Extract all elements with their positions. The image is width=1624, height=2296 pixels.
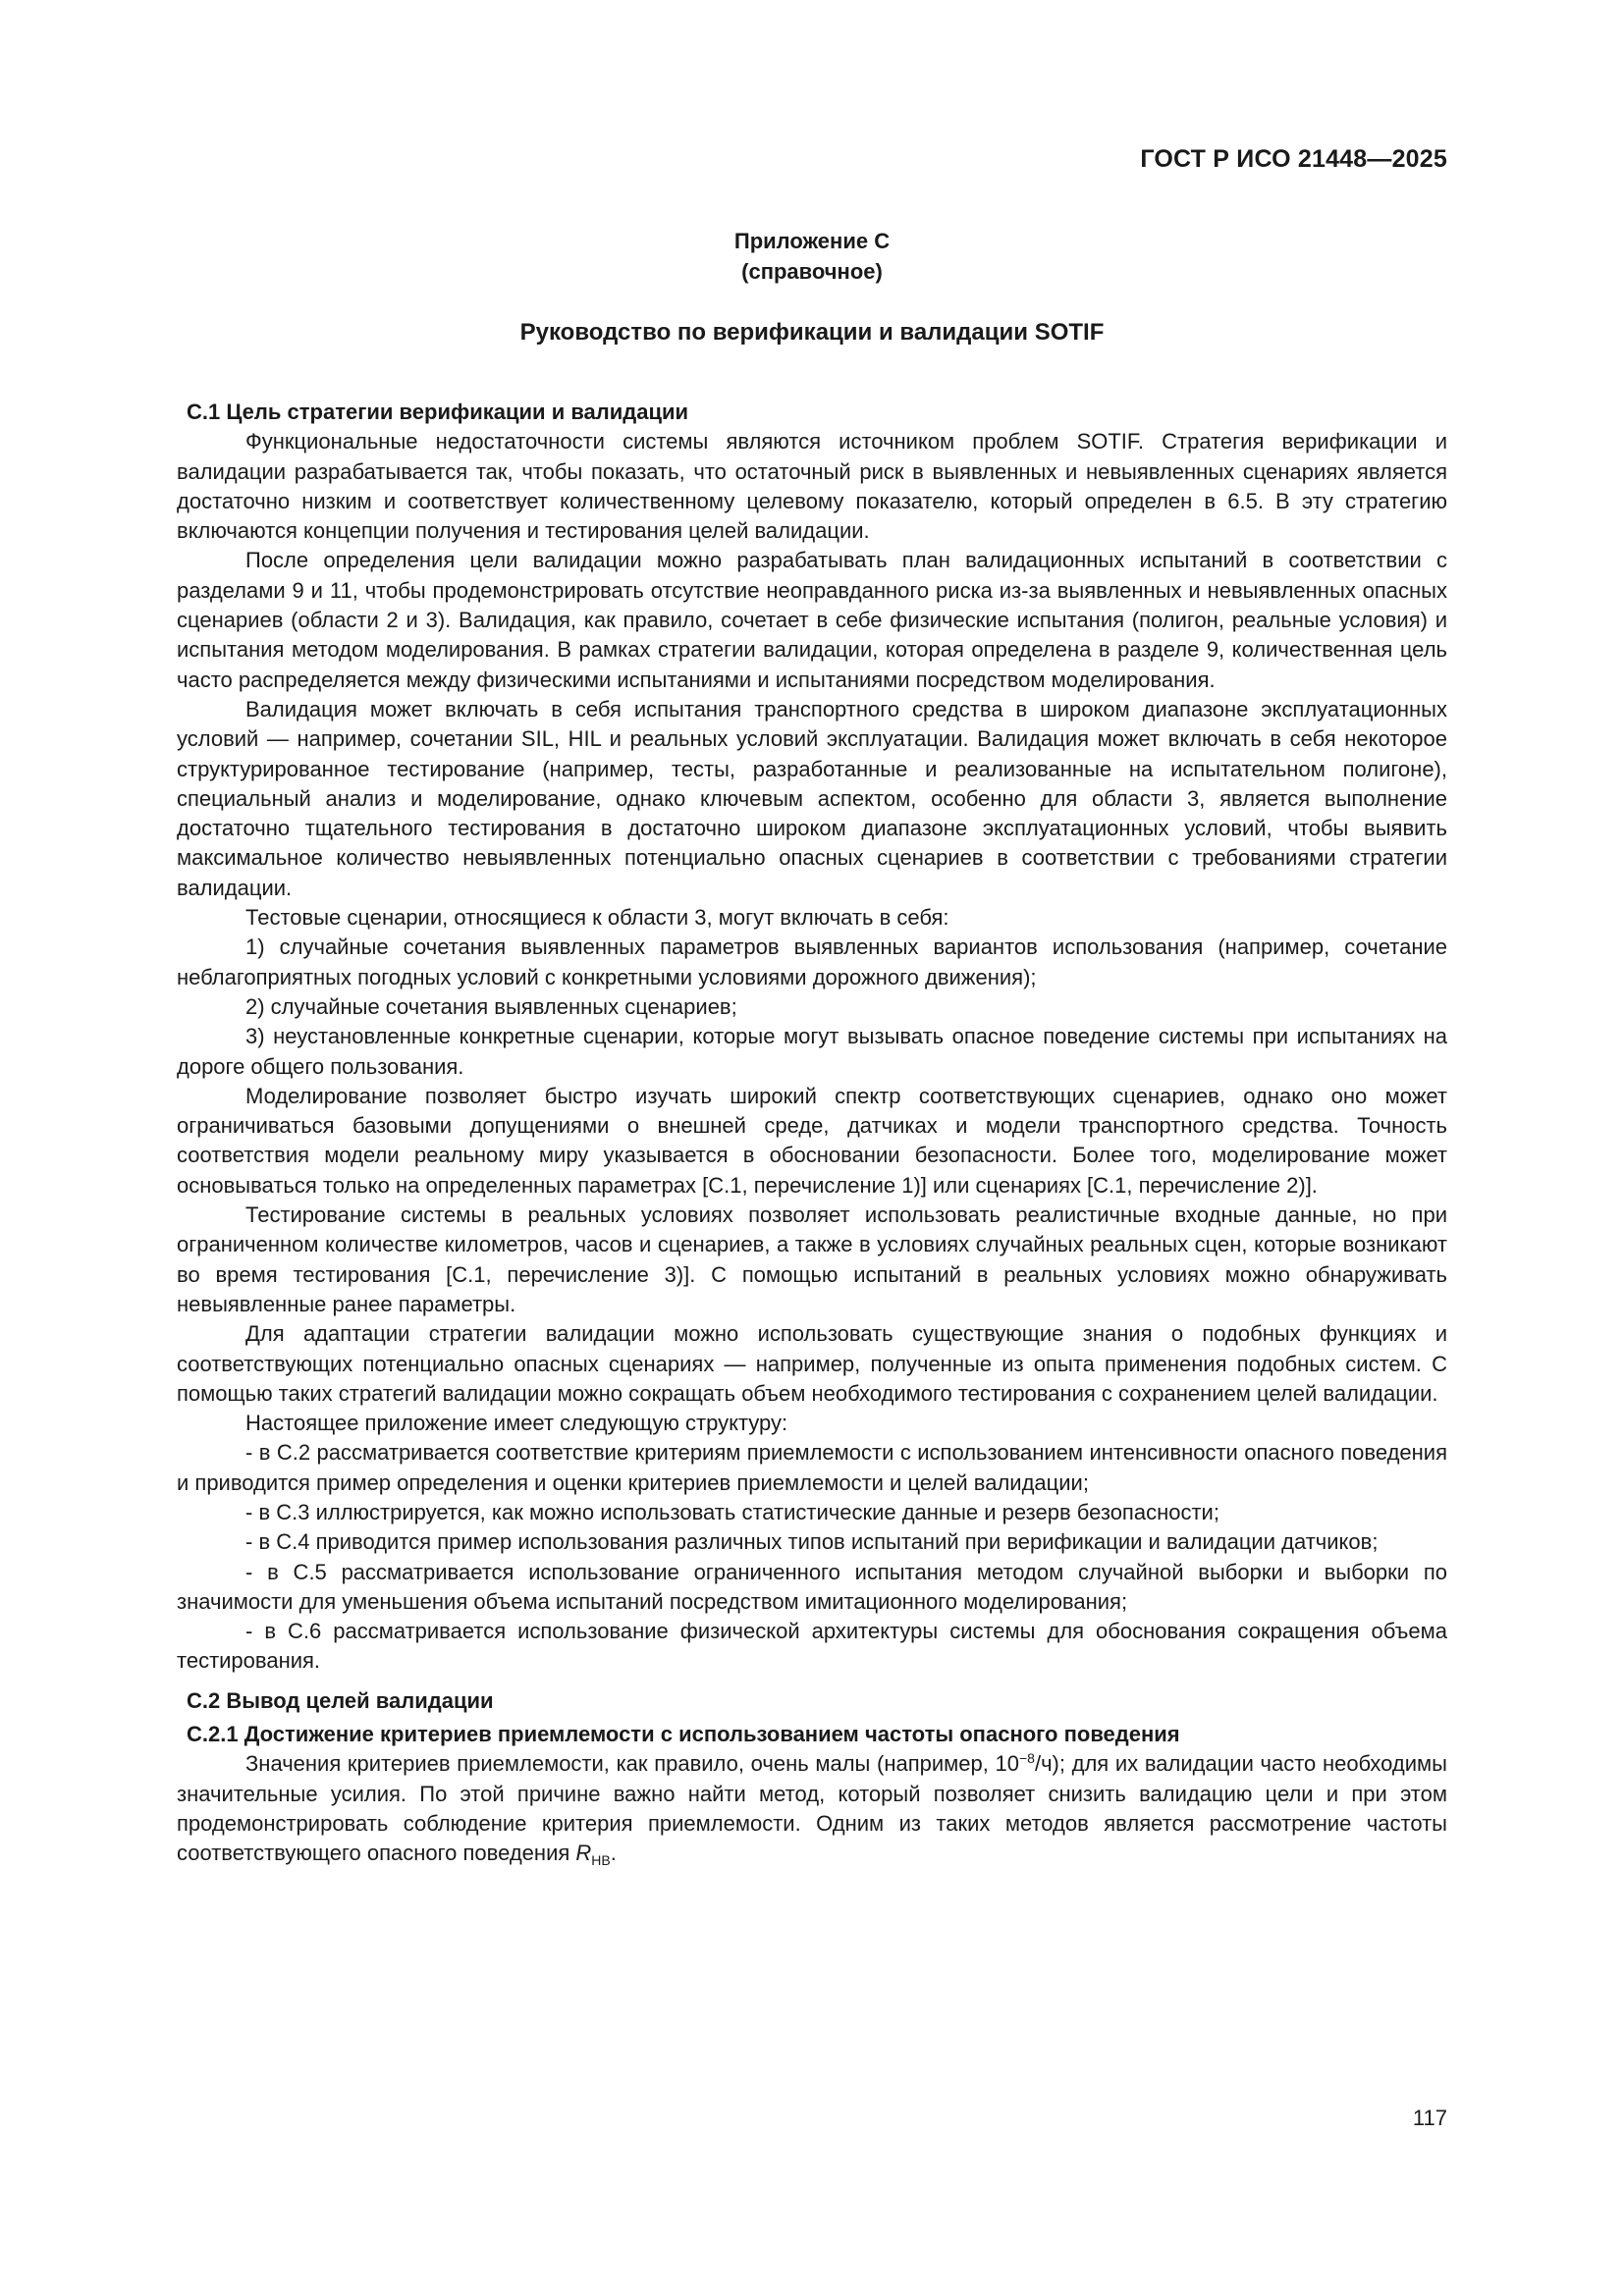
- bullet-item: - в C.2 рассматривается соответствие критериям приемлемости с использованием интенсивности опасного поведения и приводится пример определения и оценки критериев приемлемости и целей валидации;: [177, 1440, 1447, 1495]
- text-fragment: .: [610, 1841, 617, 1866]
- list-item: 2) случайные сочетания выявленных сценариев;: [245, 993, 737, 1019]
- list-item: 1) случайные сочетания выявленных параметров выявленных вариантов использования (например, сочетание неблагоприятных погодных условий с конкретными условиями дорожного движения);: [177, 934, 1447, 989]
- subsection-heading-c21: C.2.1 Достижение критериев приемлемости с использованием частоты опасного поведения: [187, 1722, 1180, 1747]
- bullet-item: - в C.4 приводится пример использования различных типов испытаний при верификации и валидации датчиков;: [245, 1529, 1379, 1555]
- paragraph: Моделирование позволяет быстро изучать широкий спектр соответствующих сценариев, однако оно может ограничиваться базовыми допущениями о внешней среде, датчиках и модели транспортного средства. Точность соответствия модели реальному миру указывается в обосновании безопасности. Более того, моделирование может основываться только на определенных параметрах [C.1, перечисление 1)] или сценариях [C.1, перечисление 2)].: [177, 1083, 1447, 1198]
- section-heading-c1: C.1 Цель стратегии верификации и валидации: [187, 400, 689, 424]
- annex-title: Руководство по верификации и валидации SOTIF: [519, 319, 1105, 346]
- annex-heading: [0, 226, 1624, 287]
- paragraph: Настоящее приложение имеет следующую структуру:: [245, 1411, 788, 1436]
- page-number: 117: [1412, 2106, 1447, 2130]
- document-code: ГОСТ Р ИСО 21448—2025: [1140, 145, 1447, 173]
- paragraph: Для адаптации стратегии валидации можно использовать существующие знания о подобных функциях и соответствующих потенциально опасных сценариях — например, полученные из опыта применения подобных систем. С помощью таких стратегий валидации можно сокращать объем необходимого тестирования с сохранением целей валидации.: [177, 1321, 1447, 1406]
- paragraph: Тестирование системы в реальных условиях позволяет использовать реалистичные входные данные, но при ограниченном количестве километров, часов и сценариев, а также в условиях случайных реальных сцен, которые возникают во время тестирования [C.1, перечисление 3)]. С помощью испытаний в реальных условиях можно обнаруживать невыявленные ранее параметры.: [177, 1202, 1447, 1316]
- paragraph: После определения цели валидации можно разрабатывать план валидационных испытаний в соответствии с разделами 9 и 11, чтобы продемонстрировать отсутствие неоправданного риска из-за выявленных и невыявленных опасных сценариев (области 2 и 3). Валидация, как правило, сочетает в себе физические испытания (полигон, реальные условия) и испытания методом моделирования. В рамках стратегии валидации, которая определена в разделе 9, количественная цель часто распределяется между физическими испытаниями и испытаниями посредством моделирования.: [177, 548, 1447, 692]
- superscript-exponent: −8: [1019, 1750, 1035, 1767]
- paragraph: [177, 1749, 1447, 1868]
- list-item: 3) неустановленные конкретные сценарии, которые могут вызывать опасное поведение системы при испытаниях на дороге общего пользования.: [177, 1024, 1447, 1079]
- subscript: HB: [591, 1852, 611, 1869]
- text-fragment: /ч); для их валидации часто необходимы значительные усилия. По этой причине важно найти метод, который позволяет снизить валидацию цели и при этом продемонстрировать соблюдение критерия приемлемости. Одним из таких методов является рассмотрение частоты соответствующего опасного поведения: [177, 1751, 1447, 1866]
- bullet-item: - в C.6 рассматривается использование физической архитектуры системы для обоснования сокращения объема тестирования.: [177, 1619, 1447, 1674]
- document-body: [177, 398, 1447, 1869]
- paragraph: Тестовые сценарии, относящиеся к области 3, могут включать в себя:: [245, 905, 949, 931]
- bullet-item: - в C.5 рассматривается использование ограниченного испытания методом случайной выборки и выборки по значимости для уменьшения объема испытаний посредством имитационного моделирования;: [177, 1559, 1447, 1614]
- bullet-item: - в C.3 иллюстрируется, как можно использовать статистические данные и резерв безопасности;: [245, 1499, 1219, 1524]
- paragraph: Функциональные недостаточности системы являются источником проблем SOTIF. Стратегия верификации и валидации разрабатывается так, чтобы показать, что остаточный риск в выявленных и невыявленных сценариях является достаточно низким и соответствует количественному целевому показателю, который определен в 6.5. В эту стратегию включаются концепции получения и тестирования целей валидации.: [177, 429, 1447, 544]
- section-heading-c2: C.2 Вывод целей валидации: [187, 1687, 494, 1713]
- paragraph: Валидация может включать в себя испытания транспортного средства в широком диапазоне эксплуатационных условий — например, сочетании SIL, HIL и реальных условий эксплуатации. Валидация может включать в себя некоторое структурированное тестирование (например, тесты, разработанные и реализованные на испытательном полигоне), специальный анализ и моделирование, однако ключевым аспектом, особенно для области 3, является выполнение достаточно тщательного тестирования в достаточно широком диапазоне эксплуатационных условий, чтобы выявить максимальное количество невыявленных потенциально опасных сценариев в соответствии с требованиями стратегии валидации.: [177, 696, 1447, 900]
- annex-label: Приложение C: [733, 229, 891, 253]
- variable-symbol: R: [575, 1841, 592, 1866]
- text-fragment: Значения критериев приемлемости, как правило, очень малы (например, 10: [245, 1751, 1019, 1777]
- annex-type: (справочное): [741, 259, 883, 284]
